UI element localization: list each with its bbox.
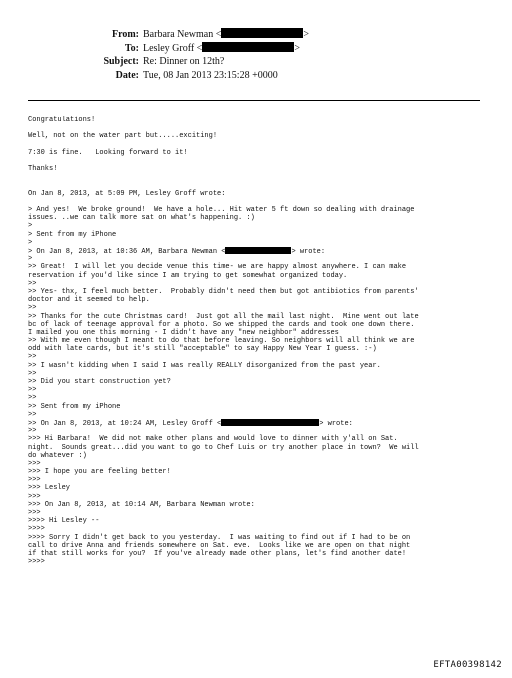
body-line-text: >> On Jan 8, 2013, at 10:24 AM, Lesley Groff < (28, 419, 222, 428)
body-line (28, 550, 498, 558)
body-line (28, 386, 498, 394)
body-line (28, 182, 498, 190)
body-line-text: >>> On Jan 8, 2013, at 10:14 AM, Barbara Newman wrote: (28, 500, 255, 509)
body-line-text: On Jan 8, 2013, at 5:09 PM, Lesley Groff wrote: (28, 189, 226, 198)
document-id: EFTA00398142 (433, 660, 502, 670)
body-line-text: odd with late cards, but it's still "acceptable" to say Happy New Year I guess. :-) (28, 345, 377, 354)
body-line (28, 272, 498, 280)
body-line (28, 337, 498, 345)
body-line-text: do whatever :) (28, 451, 87, 460)
email-body (28, 116, 498, 566)
date-label: Date: (115, 69, 139, 81)
redaction-box (221, 28, 303, 38)
body-line-text: > (28, 238, 33, 247)
body-line-text: bc of lack of teenage approval for a photo. So we shipped the cards and took one down there. (28, 320, 415, 329)
to-name: Lesley Groff < (143, 42, 203, 54)
body-line (28, 353, 498, 361)
date-value: Tue, 08 Jan 2013 23:15:28 +0000 (143, 69, 278, 81)
body-line-text: > Sent from my iPhone (28, 230, 117, 239)
body-line-text: >> With me even though I meant to do that before leaving. So neighbors will all think we are (28, 337, 415, 346)
body-line-text-after: > wrote: (291, 248, 326, 256)
body-line-text: >>>> Sorry I didn't get back to you yesterday. I was waiting to find out if I had to be on (28, 533, 411, 542)
body-line-text: >>> Hi Barbara! We did not make other plans and would love to dinner with y'all on Sat. (28, 435, 398, 444)
body-line (28, 403, 498, 411)
body-line (28, 313, 498, 321)
email-header (0, 28, 512, 82)
body-line (28, 231, 498, 239)
from-name: Barbara Newman < (143, 29, 222, 40)
body-line (28, 190, 498, 198)
body-line (28, 304, 498, 312)
body-line (28, 394, 498, 402)
to-row (0, 42, 512, 56)
body-line-text: >>> I hope you are feeling better! (28, 468, 171, 477)
body-line-text: >> (28, 279, 37, 288)
body-line-text: >> Did you start construction yet? (28, 378, 171, 386)
body-line-text: >> (28, 304, 37, 313)
body-line-text: Congratulations! (28, 116, 96, 124)
body-line (28, 173, 498, 181)
body-line (28, 214, 498, 222)
body-line-text: >>>> (28, 558, 45, 567)
body-line (28, 460, 498, 468)
body-line-text: I mailed you one this morning - I didn't have any "new neighbor" addresses (28, 328, 339, 337)
body-line (28, 263, 498, 271)
body-line-text: >>>> Hi Lesley -- (28, 517, 100, 526)
body-line-text: >>>> (28, 525, 45, 534)
body-line-text: if that still works for you? If you've already made other plans, let's find another date! (28, 549, 407, 558)
body-line (28, 255, 498, 263)
body-line-text: >> (28, 369, 37, 378)
body-line-text: >>> (28, 476, 41, 485)
body-line (28, 149, 498, 157)
body-line-text: >> (28, 353, 37, 362)
body-line (28, 165, 498, 173)
body-line (28, 419, 498, 427)
redaction-box (221, 419, 319, 426)
body-line-text: >> (28, 394, 37, 403)
body-line (28, 427, 498, 435)
to-value (143, 42, 300, 56)
from-label: From: (111, 29, 139, 40)
to-close: > (294, 42, 300, 54)
body-line-text: >> (28, 386, 37, 395)
date-row (0, 69, 512, 83)
body-line-text: issues. ..we can talk more sat on what's happening. :) (28, 214, 255, 223)
redaction-box (202, 42, 294, 52)
subject-value: Re: Dinner on 12th? (143, 56, 225, 67)
body-line-text: > (28, 222, 33, 231)
body-line (28, 157, 498, 165)
body-line (28, 362, 498, 370)
body-line-text: >>> (28, 492, 41, 501)
subject-label: Subject: (103, 56, 139, 67)
body-line (28, 501, 498, 509)
subject-row (0, 55, 512, 69)
body-line (28, 509, 498, 517)
body-line (28, 280, 498, 288)
body-line-text: reservation if you'd like since I am trying to get somewhat organized today. (28, 271, 348, 280)
body-line (28, 468, 498, 476)
body-line (28, 444, 498, 452)
body-line-text: >> (28, 427, 37, 436)
body-line-text: doctor and it seemed to help. (28, 296, 150, 305)
body-line (28, 141, 498, 149)
body-line (28, 435, 498, 443)
body-line-text: > And yes! We broke ground! We have a hole... Hit water 5 ft down so dealing with drainage (28, 206, 415, 215)
body-line-text: >> Sent from my iPhone (28, 402, 121, 411)
body-line-text: night. Sounds great...did you want to go to Chef Luis or try another place in town? We will (28, 443, 419, 452)
body-line-text: >> (28, 410, 37, 419)
from-row (0, 28, 512, 42)
body-line (28, 534, 498, 542)
body-line (28, 222, 498, 230)
body-line (28, 329, 498, 337)
from-value (143, 28, 309, 42)
body-line (28, 411, 498, 419)
body-line (28, 116, 498, 124)
redaction-box (225, 247, 291, 254)
body-line-text: Well, not on the water part but.....exciting! (28, 132, 218, 141)
body-line-text: >> Great! I will let you decide venue this time- we are happy almost anywhere. I can make (28, 263, 407, 272)
body-line (28, 525, 498, 533)
body-line-text: >>> (28, 459, 41, 468)
body-line (28, 484, 498, 492)
body-line (28, 345, 498, 353)
body-line-text: call to drive Anna and friends somewhere on Sat. eve. Looks like we are open on that night (28, 541, 411, 550)
body-line-text: >> Yes- thx, I feel much better. Probably didn't need them but got antibiotics from parents' (28, 287, 419, 296)
body-line-text: >> Thanks for the cute Christmas card! Just got all the mail last night. Mine went out late (28, 312, 419, 321)
body-line (28, 378, 498, 386)
body-line (28, 558, 498, 566)
body-line (28, 542, 498, 550)
body-line (28, 132, 498, 140)
body-line (28, 321, 498, 329)
body-line (28, 452, 498, 460)
from-close: > (303, 29, 310, 40)
body-line-text: > (28, 255, 33, 264)
body-line (28, 370, 498, 378)
body-line (28, 493, 498, 501)
body-line-text: > On Jan 8, 2013, at 10:36 AM, Barbara Newman < (28, 248, 226, 256)
body-line (28, 517, 498, 525)
body-line (28, 247, 498, 255)
body-line-text: >>> Lesley (28, 484, 71, 493)
body-line-text: >> I wasn't kidding when I said I was really REALLY disorganized from the past year. (28, 361, 381, 370)
body-line (28, 206, 498, 214)
body-line-text: Thanks! (28, 165, 58, 174)
body-line (28, 296, 498, 304)
body-line (28, 239, 498, 247)
to-label: To: (124, 42, 139, 54)
body-line-text: >>> (28, 509, 41, 517)
body-line (28, 124, 498, 132)
body-line (28, 476, 498, 484)
body-line-text: 7:30 is fine. Looking forward to it! (28, 148, 188, 157)
header-divider (28, 100, 480, 101)
body-line (28, 288, 498, 296)
body-line-text-after: > wrote: (319, 419, 353, 428)
body-line (28, 198, 498, 206)
